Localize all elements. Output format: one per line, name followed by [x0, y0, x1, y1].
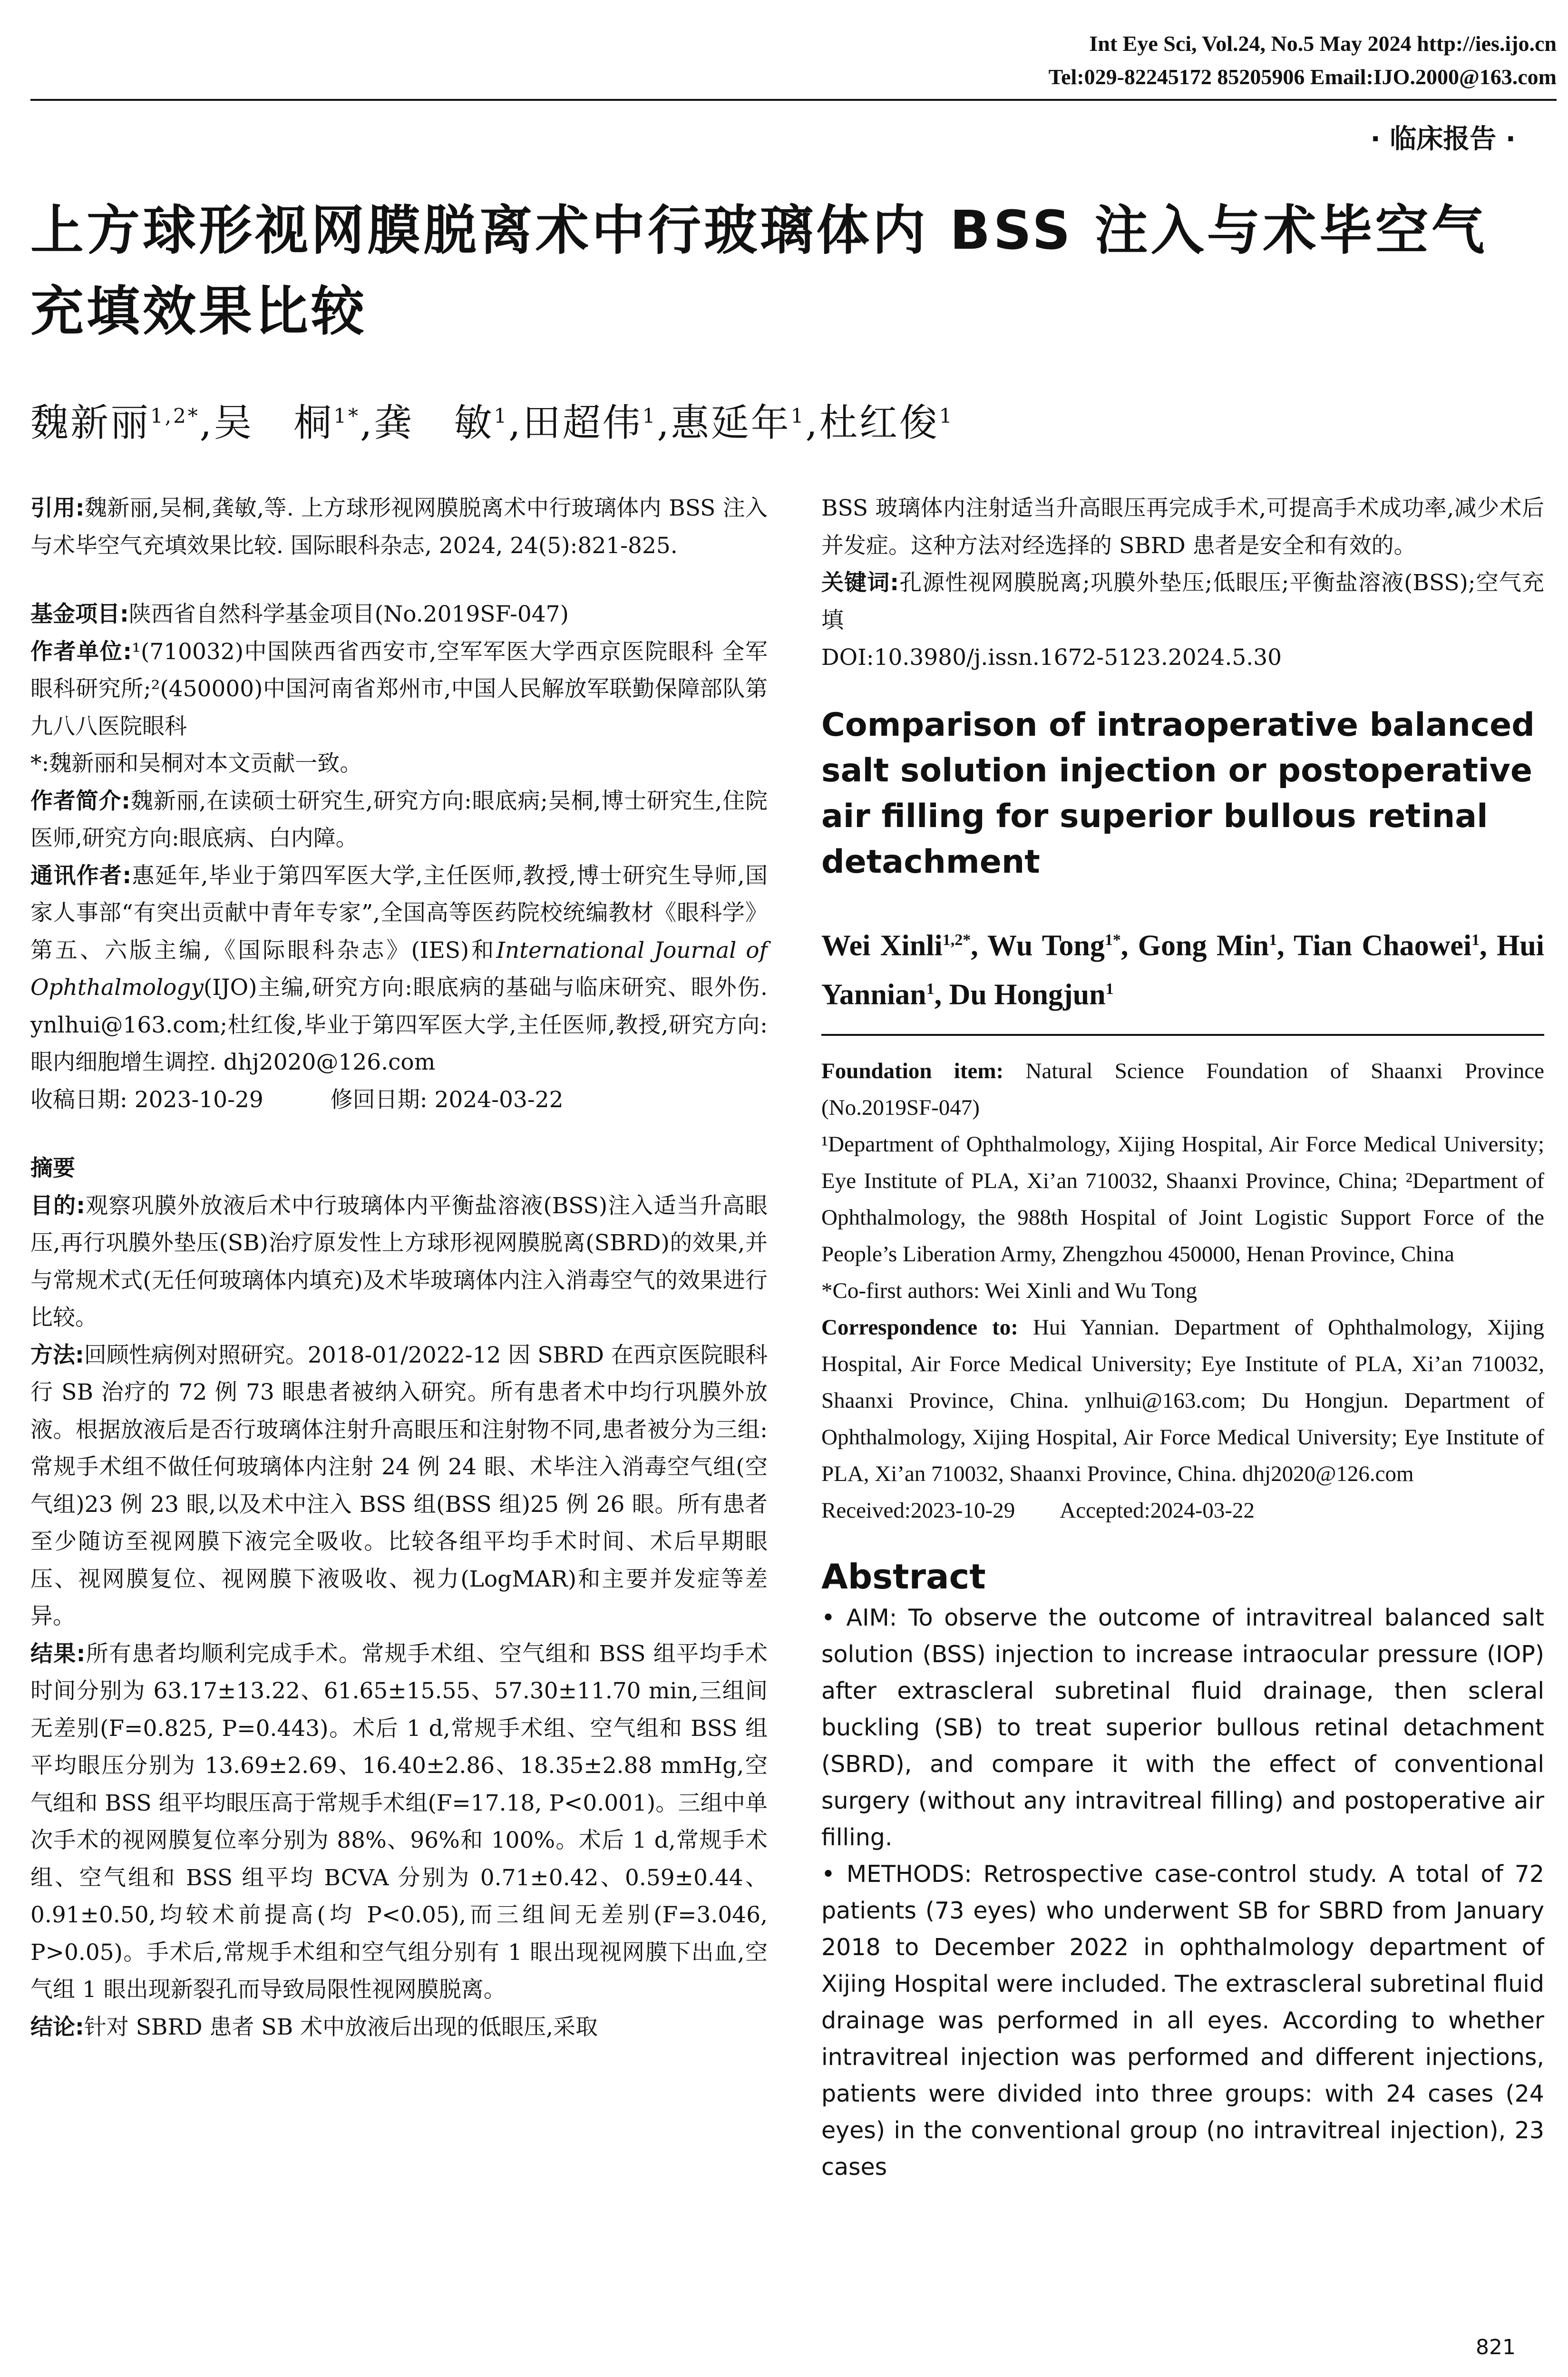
section-tag: · 临床报告 · — [1370, 124, 1516, 155]
author-name: 龚 敏 — [374, 400, 494, 445]
aim-en: • AIM: To observe the outcome of intravitreal balanced salt solution (BSS) injection to increase intraocular pressure (IOP) after extrascleral subretinal fluid drainage, then scleral buckling (SB) to treat superior bullous retinal detachment (SBRD), and compare it with the effect of conventional surgery (without any intravitreal filling) and postoperative air filling. — [821, 1604, 1544, 1851]
english-section-rule — [821, 1034, 1544, 1036]
conclusion: 结论:针对 SBRD 患者 SB 术中放液后出现的低眼压,采取 — [30, 2014, 598, 2040]
journal-contact-line: Tel:029-82245172 85205906 Email:IJO.2000@163.com — [1048, 65, 1557, 89]
english-abstract-title: Abstract — [821, 1556, 986, 1597]
english-title: Comparison of intraoperative balanced salt solution injection or postoperative air filling for superior bullous retinal detachment — [821, 706, 1535, 881]
affiliations: ¹Department of Ophthalmology, Xijing Hospital, Air Force Medical University; Eye Institute of PLA, Xi’an 710032, Shaanxi Province, China; ²Department of Ophthalmology, the 988th Hospital of Joint Logistic Support Force of the People’s Liberation Army, Zhengzhou 450000, Henan Province, China — [821, 1131, 1544, 1266]
author-affil: 1* — [333, 404, 360, 428]
citation: 引用:魏新丽,吴桐,龚敏,等. 上方球形视网膜脱离术中行玻璃体内 BSS 注入与术毕空气充填效果比较. 国际眼科杂志, 2024, 24(5):821-825. — [30, 495, 768, 559]
author-name: 吴 桐 — [214, 400, 334, 445]
author-name: 田超伟 — [522, 400, 643, 445]
article-title: 上方球形视网膜脱离术中行玻璃体内 BSS 注入与术毕空气充填效果比较 — [30, 200, 1488, 342]
left-column — [30, 490, 768, 2046]
dates: 收稿日期: 2023-10-29 修回日期: 2024-03-22 — [30, 1086, 564, 1113]
right-column — [821, 490, 1544, 2185]
keywords: 关键词:孔源性视网膜脱离;巩膜外垫压;低眼压;平衡盐溶液(BSS);空气充填 — [821, 570, 1544, 633]
doi: DOI:10.3980/j.issn.1672-5123.2024.5.30 — [821, 644, 1282, 671]
author-affil: 1,2* — [150, 404, 200, 428]
author-list: 魏新丽$^{1,2*}$,吴 桐$^{1*}$,龚 敏$^1$,田超伟$^1$,惠延年$^1$,杜红俊$^1$ — [30, 400, 954, 445]
journal-header-line: Int Eye Sci, Vol.24, No.5 May 2024 http://ies.ijo.cn — [1089, 31, 1557, 56]
author-affil: 1 — [790, 404, 806, 428]
conclusion-continued: BSS 玻璃体内注射适当升高眼压再完成手术,可提高手术成功率,减少术后并发症。这种方法对经选择的 SBRD 患者是安全和有效的。 — [821, 495, 1544, 559]
author-affil: 1 — [939, 404, 954, 428]
co-first-authors: *Co-first authors: Wei Xinli and Wu Tong — [821, 1278, 1197, 1303]
received-accepted: Received:2023-10-29 Accepted:2024-03-22 — [821, 1498, 1255, 1523]
header-rule — [30, 99, 1557, 101]
correspondence: 通讯作者:惠延年,毕业于第四军医大学,主任医师,教授,博士研究生导师,国家人事部“有突出贡献中青年专家”,全国高等医药院校统编教材《眼科学》第五、六版主编,《国际眼科杂志》(IES)和International Journal of Ophthalmology(IJO)主编,研究方向:眼底病的基础与临床研究、眼外伤. ynlhui@163.com;杜红俊,毕业于第四军医大学,主任医师,教授,研究方向:眼内细胞增生调控. dhj2020@126.com — [30, 862, 768, 1075]
correspondence-en: Correspondence to: Hui Yannian. Department of Ophthalmology, Xijing Hospital, Air Force Medical University; Eye Institute of PLA, Xi’an 710032, Shaanxi Province, China. ynlhui@163.com; Du Hongjun. Department of Ophthalmology, Xijing Hospital, Air Force Medical University; Eye Institute of PLA, Xi’an 710032, Shaanxi Province, China. dhj2020@126.com — [821, 1315, 1544, 1486]
english-front-matter — [821, 1053, 1544, 1529]
methods: 方法:回顾性病例对照研究。2018-01/2022-12 因 SBRD 在西京医院眼科行 SB 治疗的 72 例 73 眼患者被纳入研究。所有患者术中均行巩膜外放液。根据放液后是否行玻璃体注射升高眼压和注射物不同,患者被分为三组:常规手术组不做任何玻璃体内注射 24 例 24 眼、术毕注入消毒空气组(空气组)23 例 23 眼,以及术中注入 BSS 组(BSS 组)25 例 26 眼。所有患者至少随访至视网膜下液完全吸收。比较各组平均手术时间、术后早期眼压、视网膜复位、视网膜下液吸收、视力(LogMAR)和主要并发症等差异。 — [30, 1342, 768, 1629]
foundation-item: Foundation item: Natural Science Foundation of Shaanxi Province (No.2019SF-047) — [821, 1058, 1544, 1120]
author-name: 魏新丽 — [30, 400, 150, 445]
author-bio: 作者简介:魏新丽,在读硕士研究生,研究方向:眼底病;吴桐,博士研究生,住院医师,研究方向:眼底病、白内障。 — [30, 788, 768, 851]
author-units: 作者单位:¹(710032)中国陕西省西安市,空军军医大学西京医院眼科 全军眼科研究所;²(450000)中国河南省郑州市,中国人民解放军联勤保障部队第九八八医院眼科 — [30, 638, 768, 740]
author-affil: 1 — [642, 404, 657, 428]
author-name: 惠延年 — [671, 400, 791, 445]
aim: 目的:观察巩膜外放液后术中行玻璃体内平衡盐溶液(BSS)注入适当升高眼压,再行巩膜外垫压(SB)治疗原发性上方球形视网膜脱离(SBRD)的效果,并与常规术式(无任何玻璃体内填充)及术毕玻璃体内注入消毒空气的效果进行比较。 — [30, 1192, 768, 1331]
methods-en: • METHODS: Retrospective case-control study. A total of 72 patients (73 eyes) who underwent SB for SBRD from January 2018 to December 2022 in ophthalmology department of Xijing Hospital were included. The extrascleral subretinal fluid drainage was performed in all eyes. According to whether intravitreal injection was performed and different injections, patients were divided into three groups: with 24 cases (24 eyes) in the conventional group (no intravitreal injection), 23 cases — [821, 1860, 1544, 2181]
english-author-list: Wei Xinli$^{1,2*}$, Wu Tong$^{1*}$, Gong Min$^1$, Tian Chaowei$^1$, Hui Yannian$^1$, Du Hongjun$^1$ — [821, 929, 1545, 1011]
author-affil: 1 — [494, 404, 509, 428]
abstract-title: 摘要 — [30, 1155, 75, 1181]
english-abstract — [821, 1599, 1544, 2185]
page-number: 821 — [1476, 2335, 1516, 2359]
results: 结果:所有患者均顺利完成手术。常规手术组、空气组和 BSS 组平均手术时间分别为 63.17±13.22、61.65±15.55、57.30±11.70 min,三组间无差别(F=0.825, P=0.443)。术后 1 d,常规手术组、空气组和 BSS 组平均眼压分别为 13.69±2.69、16.40±2.86、18.35±2.88 mmHg,空气组和 BSS 组平均眼压高于常规手术组(F=17.18, P<0.001)。三组中单次手术的视网膜复位率分别为 88%、96%和 100%。术后 1 d,常规手术组、空气组和 BSS 组平均 BCVA 分别为 0.71±0.42、0.59±0.44、0.91±0.50,均较术前提高(均 P<0.05),而三组间无差别(F=3.046, P>0.05)。手术后,常规手术组和空气组分别有 1 眼出现视网膜下出血,空气组 1 眼出现新裂孔而导致局限性视网膜脱离。 — [30, 1640, 768, 2003]
author-name: 杜红俊 — [819, 400, 939, 445]
equal-contribution: *:魏新丽和吴桐对本文贡献一致。 — [30, 750, 362, 777]
fund-info: 基金项目:陕西省自然科学基金项目(No.2019SF-047) — [30, 601, 569, 627]
